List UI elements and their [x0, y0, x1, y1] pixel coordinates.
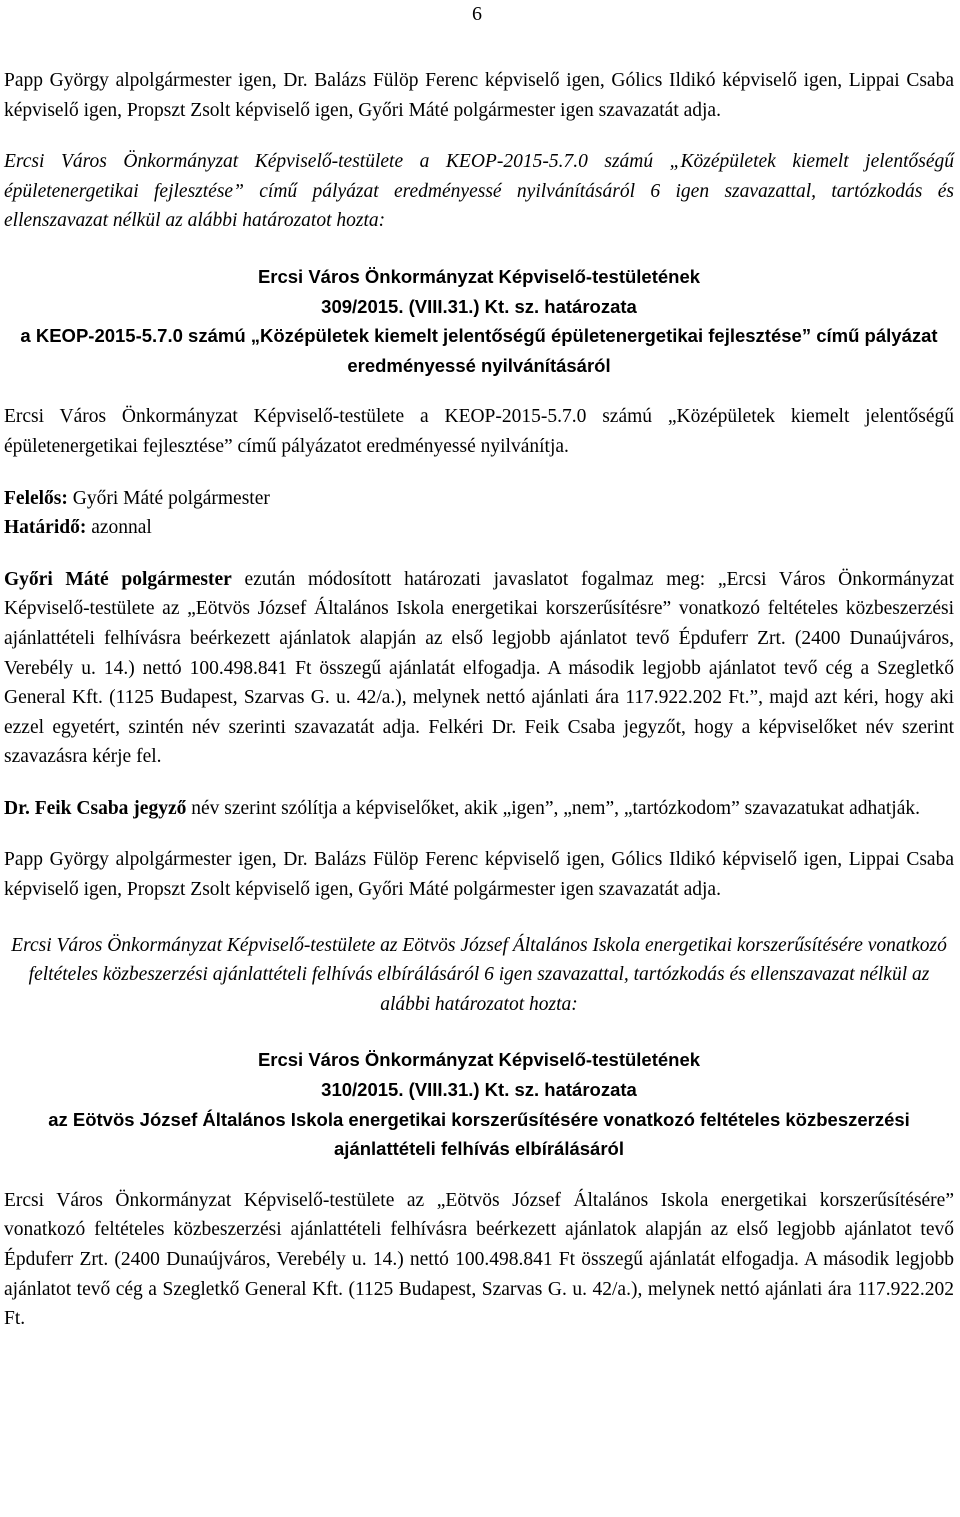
vote-record-1: Papp György alpolgármester igen, Dr. Balázs Fülöp Ferenc képviselő igen, Gólics Ildikó képviselő igen, Lippai Csaba képviselő igen, Propszt Zsolt képviselő igen, Győri Máté polgármester igen szavazatát adja. [4, 70, 954, 121]
page-number: 6 [472, 3, 482, 25]
resolution-intro-1: Ercsi Város Önkormányzat Képviselő-testülete a KEOP-2015-5.7.0 számú „Középületek kiemelt jelentőségű épületenergetikai fejlesztése” című pályázat eredményessé nyilvánításáról 6 igen szavazattal, tartózkodás és ellenszavazat nélkül az alábbi határozatot hozta: [4, 151, 954, 232]
notary-paragraph [4, 794, 954, 824]
mayor-name: Győri Máté polgármester [4, 568, 232, 590]
deadline-value: azonnal [86, 517, 152, 539]
notary-text: név szerint szólítja a képviselőket, akik „igen”, „nem”, „tartózkodom” szavazatukat adhatják. [186, 797, 921, 819]
deadline-label: Határidő: [4, 517, 87, 539]
resolution-2-text: Ercsi Város Önkormányzat Képviselő-testülete az „Eötvös József Általános Iskola energetikai korszerűsítésére” vonatkozó feltételes közbeszerzési ajánlattételi felhívásra beérkezett ajánlatok alapján az első legjobb ajánlatot tevő Épduferr Zrt. (2400 Dunaújváros, Verebély u. 14.) nettó 100.498.841 Ft összegű ajánlatát elfogadja. A második legjobb ajánlatot tevő cég a Szegletkő General Kft. (1125 Budapest, Szarvas G. u. 42/a.), melynek nettó ajánlati ára 117.922.202 Ft. [4, 1189, 954, 1330]
resolution-1-text: Ercsi Város Önkormányzat Képviselő-testülete a KEOP-2015-5.7.0 számú „Középületek kiemelt jelentőségű épületenergetikai fejlesztése” című pályázatot eredményessé nyilvánítja. [4, 406, 954, 457]
responsible-line [4, 484, 954, 514]
resolution-2-number: 310/2015. (VIII.31.) Kt. sz. határozata [321, 1079, 637, 1101]
responsible-label: Felelős: [4, 487, 68, 509]
resolution-2-title: az Eötvös József Általános Iskola energetikai korszerűsítésére vonatkozó feltételes közbeszerzési ajánlattételi felhívás elbírálásáról [48, 1108, 910, 1160]
resolution-1-title: a KEOP-2015-5.7.0 számú „Középületek kiemelt jelentőségű épületenergetikai fejlesztése” című pályázat eredményessé nyilvánításáról [20, 325, 938, 376]
document-body [4, 66, 954, 1334]
resolution-intro-2: Ercsi Város Önkormányzat Képviselő-testülete az Eötvös József Általános Iskola energetikai korszerűsítésére vonatkozó feltételes közbeszerzési ajánlattételi felhívás elbírálásáról 6 igen szavazattal, tartózkodás és ellenszavazat nélkül az alábbi határozatot hozta: [11, 934, 947, 1015]
mayor-proposal-text: ezután módosított határozati javaslatot fogalmaz meg: „Ercsi Város Önkormányzat Képviselő-testülete az „Eötvös József Általános Iskola energetikai korszerűsítésre” vonatkozó feltételes közbeszerzési ajánlattételi felhívásra beérkezett ajánlatok alapján az első legjobb ajánlatot tevő Épduferr Zrt. (2400 Dunaújváros, Verebély u. 14.) nettó 100.498.841 Ft összegű ajánlatát elfogadja. A második legjobb ajánlatot tevő cég a Szegletkő General Kft. (1125 Budapest, Szarvas G. u. 42/a.), melynek nettó ajánlati ára 117.922.202 Ft.”, majd azt kéri, hogy aki ezzel egyetért, szintén név szerinti szavazatát adja. Felkéri Dr. Feik Csaba jegyzőt, hogy a képviselőket név szerint szavazásra kérje fel. [4, 568, 954, 768]
mayor-proposal [4, 565, 954, 772]
resolution-1-body-name: Ercsi Város Önkormányzat Képviselő-testületének [257, 265, 701, 287]
vote-record-2: Papp György alpolgármester igen, Dr. Balázs Fülöp Ferenc képviselő igen, Gólics Ildikó képviselő igen, Lippai Csaba képviselő igen, Propszt Zsolt képviselő igen, Győri Máté polgármester igen szavazatát adja. [4, 849, 954, 901]
notary-name: Dr. Feik Csaba jegyző [4, 797, 187, 819]
responsible-value: Győri Máté polgármester [67, 487, 270, 509]
resolution-2-body-name: Ercsi Város Önkormányzat Képviselő-testületének [257, 1049, 701, 1071]
deadline-line [4, 513, 954, 543]
resolution-1-number: 309/2015. (VIII.31.) Kt. sz. határozata [321, 295, 637, 317]
